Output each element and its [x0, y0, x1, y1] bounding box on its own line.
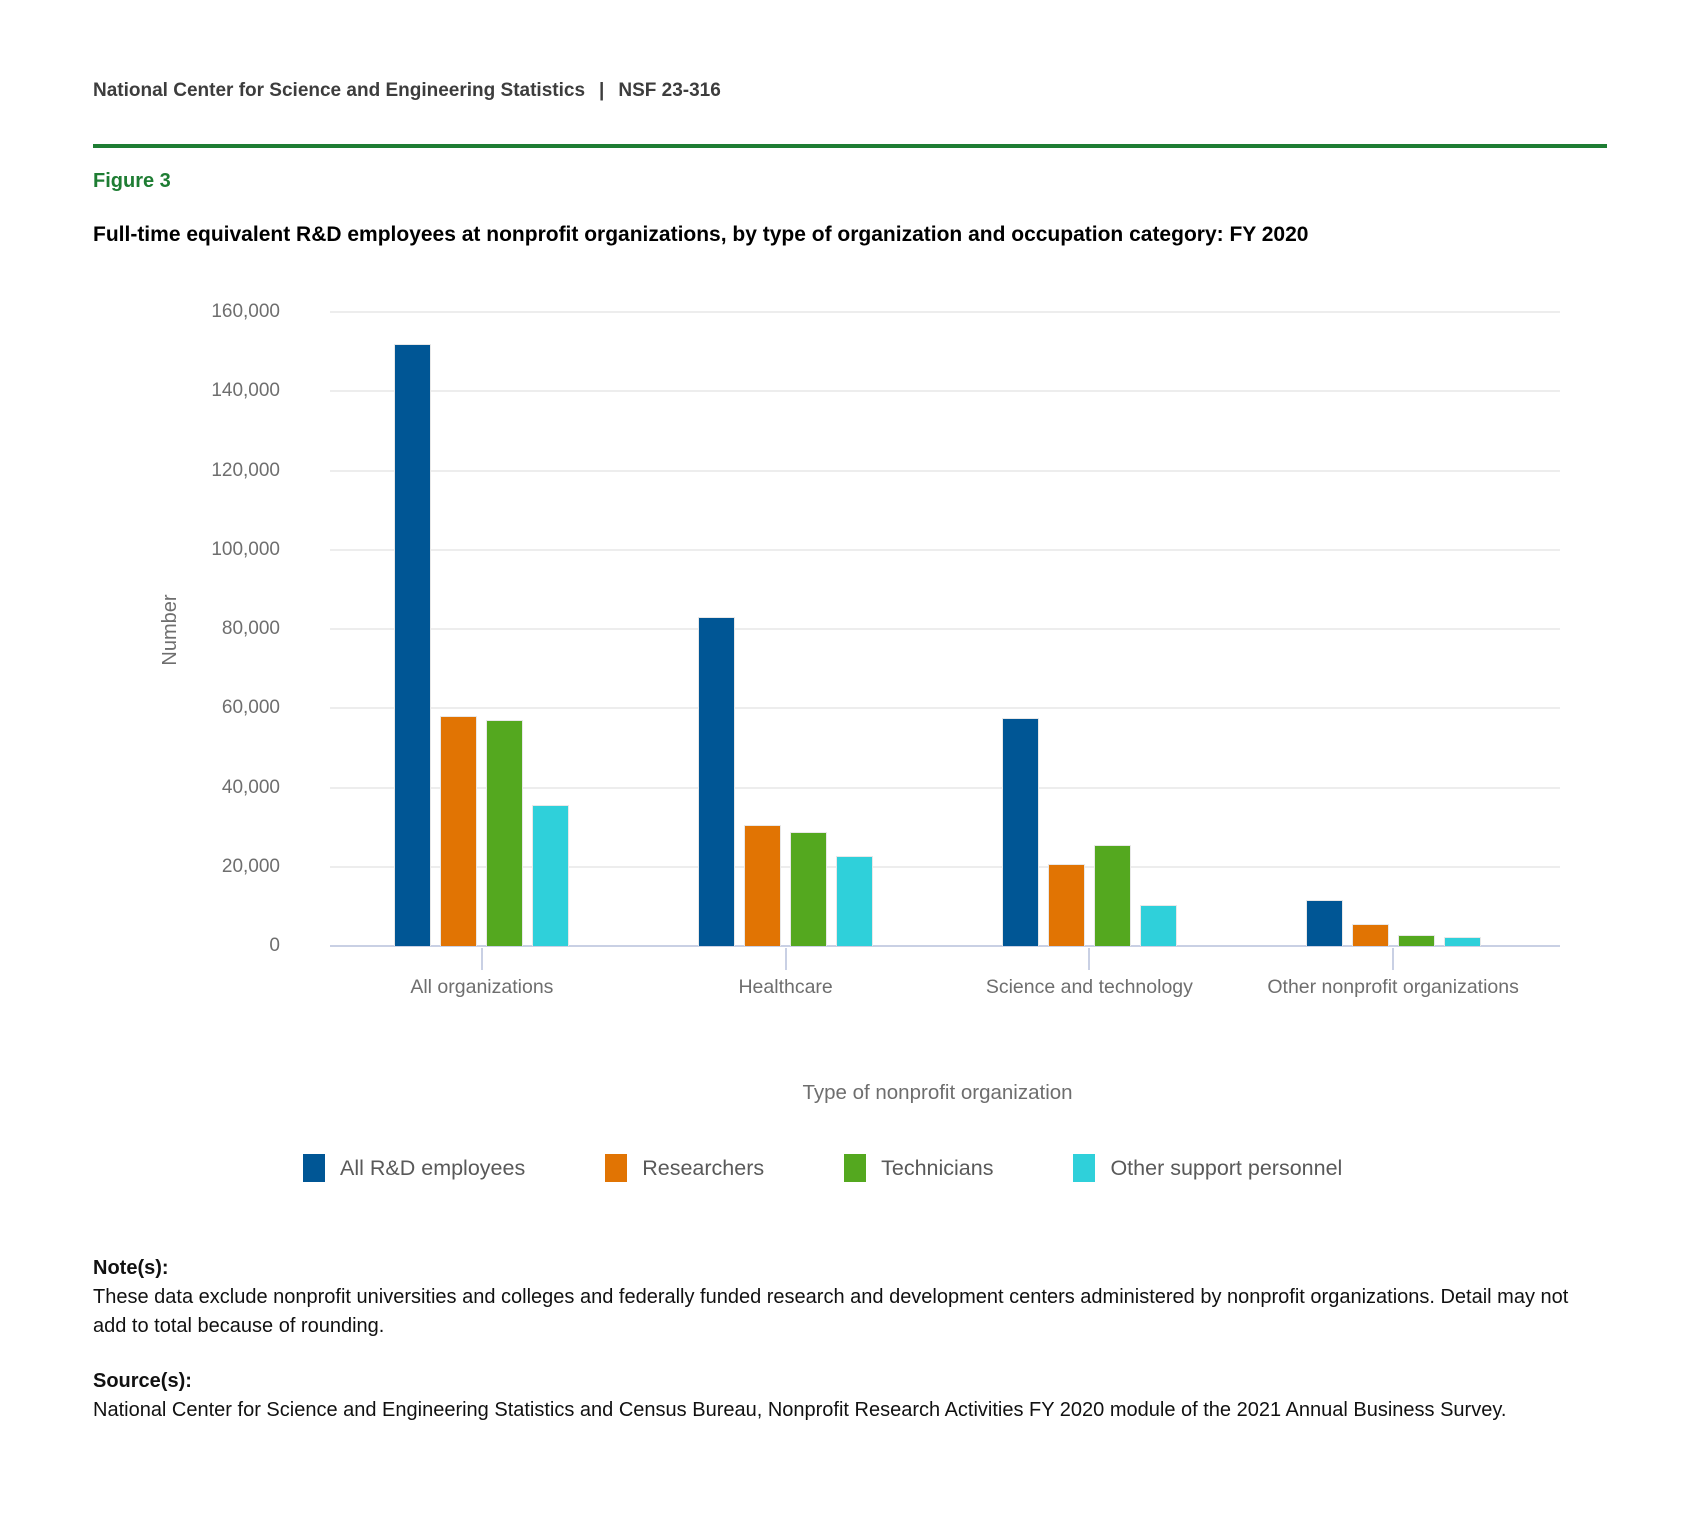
- bar-other-nonprofit-organizations-other-support-personnel[interactable]: [1444, 937, 1481, 946]
- x-category-label-all-organizations: All organizations: [410, 976, 554, 998]
- bar-all-organizations-all-r-d-employees[interactable]: [394, 344, 431, 946]
- x-category-label-science-and-technology: Science and technology: [985, 976, 1193, 998]
- legend-item-all-r-d-employees[interactable]: [303, 1154, 525, 1182]
- y-tick-label: 0: [269, 935, 280, 956]
- bar-group-science-and-technology: [938, 718, 1242, 946]
- legend-item-researchers[interactable]: [605, 1154, 764, 1182]
- bar-healthcare-researchers[interactable]: [744, 825, 781, 946]
- y-tick-label: 20,000: [221, 855, 280, 877]
- x-category-label-healthcare: Healthcare: [738, 976, 833, 998]
- legend-swatch-technicians: [844, 1154, 866, 1182]
- sources-body: National Center for Science and Engineering Statistics and Census Bureau, Nonprofit Research Activities FY 2020 module of the 2021 Annual Business Survey.: [93, 1399, 1507, 1421]
- y-tick-label: 140,000: [211, 380, 280, 402]
- x-axis-title: Type of nonprofit organization: [802, 1081, 1073, 1104]
- header-separator: |: [599, 80, 605, 101]
- legend: [303, 1154, 1342, 1182]
- bar-science-and-technology-technicians[interactable]: [1094, 845, 1131, 946]
- y-tick-label: 80,000: [221, 618, 280, 639]
- bar-other-nonprofit-organizations-all-r-d-employees[interactable]: [1306, 900, 1343, 946]
- x-axis-tick: [785, 948, 787, 970]
- bar-healthcare-other-support-personnel[interactable]: [836, 856, 873, 946]
- y-tick-label: 100,000: [211, 538, 280, 560]
- bar-science-and-technology-all-r-d-employees[interactable]: [1002, 718, 1039, 946]
- legend-swatch-researchers: [605, 1154, 627, 1182]
- bar-chart: [93, 259, 1607, 1199]
- bar-science-and-technology-researchers[interactable]: [1048, 864, 1085, 946]
- legend-item-other-support-personnel[interactable]: [1073, 1154, 1342, 1182]
- bar-science-and-technology-other-support-personnel[interactable]: [1140, 905, 1177, 946]
- y-tick-label: 160,000: [211, 301, 280, 322]
- legend-label: All R&D employees: [340, 1155, 526, 1180]
- bar-healthcare-all-r-d-employees[interactable]: [698, 617, 735, 946]
- notes-heading: Note(s):: [93, 1257, 169, 1279]
- bar-healthcare-technicians[interactable]: [790, 832, 827, 946]
- legend-label: Technicians: [881, 1155, 994, 1180]
- header-report-number: NSF 23-316: [618, 80, 721, 101]
- bar-other-nonprofit-organizations-researchers[interactable]: [1352, 924, 1389, 946]
- bar-all-organizations-other-support-personnel[interactable]: [532, 805, 569, 946]
- bar-all-organizations-researchers[interactable]: [440, 716, 477, 946]
- x-category-label-other-nonprofit-organizations: Other nonprofit organizations: [1267, 976, 1519, 998]
- legend-swatch-all-r-d-employees: [303, 1154, 325, 1182]
- bar-group-healthcare: [634, 617, 938, 946]
- legend-label: Researchers: [642, 1155, 765, 1180]
- y-tick-label: 120,000: [211, 459, 280, 481]
- bar-other-nonprofit-organizations-technicians[interactable]: [1398, 935, 1435, 946]
- gridline: [330, 311, 1560, 313]
- bar-all-organizations-technicians[interactable]: [486, 720, 523, 946]
- y-tick-label: 40,000: [221, 776, 280, 798]
- legend-label: Other support personnel: [1110, 1155, 1343, 1180]
- plot-area: [211, 301, 1545, 998]
- header-org-name: National Center for Science and Engineering Statistics: [93, 80, 586, 101]
- notes-body: These data exclude nonprofit universities and colleges and federally funded research and development centers administered by nonprofit organizations. Detail may not add to total because of rounding.: [93, 1286, 1569, 1337]
- legend-swatch-other-support-personnel: [1073, 1154, 1095, 1182]
- bar-group-all-organizations: [330, 344, 634, 946]
- notes-section: [93, 1254, 1607, 1425]
- y-axis-title: Number: [159, 594, 181, 666]
- y-tick-label: 60,000: [221, 697, 280, 719]
- bar-group-other-nonprofit-organizations: [1241, 900, 1545, 946]
- x-axis-tick: [1392, 948, 1394, 970]
- sources-heading: Source(s):: [93, 1370, 192, 1392]
- x-axis-tick: [481, 948, 483, 970]
- page-header: [93, 80, 1607, 102]
- figure-title: Full-time equivalent R&D employees at nonprofit organizations, by type of organization and occupation category: FY 2020: [93, 223, 1309, 246]
- figure-label: Figure 3: [93, 170, 171, 192]
- legend-item-technicians[interactable]: [844, 1154, 993, 1182]
- green-divider-rule: [93, 144, 1607, 148]
- x-axis-tick: [1088, 948, 1090, 970]
